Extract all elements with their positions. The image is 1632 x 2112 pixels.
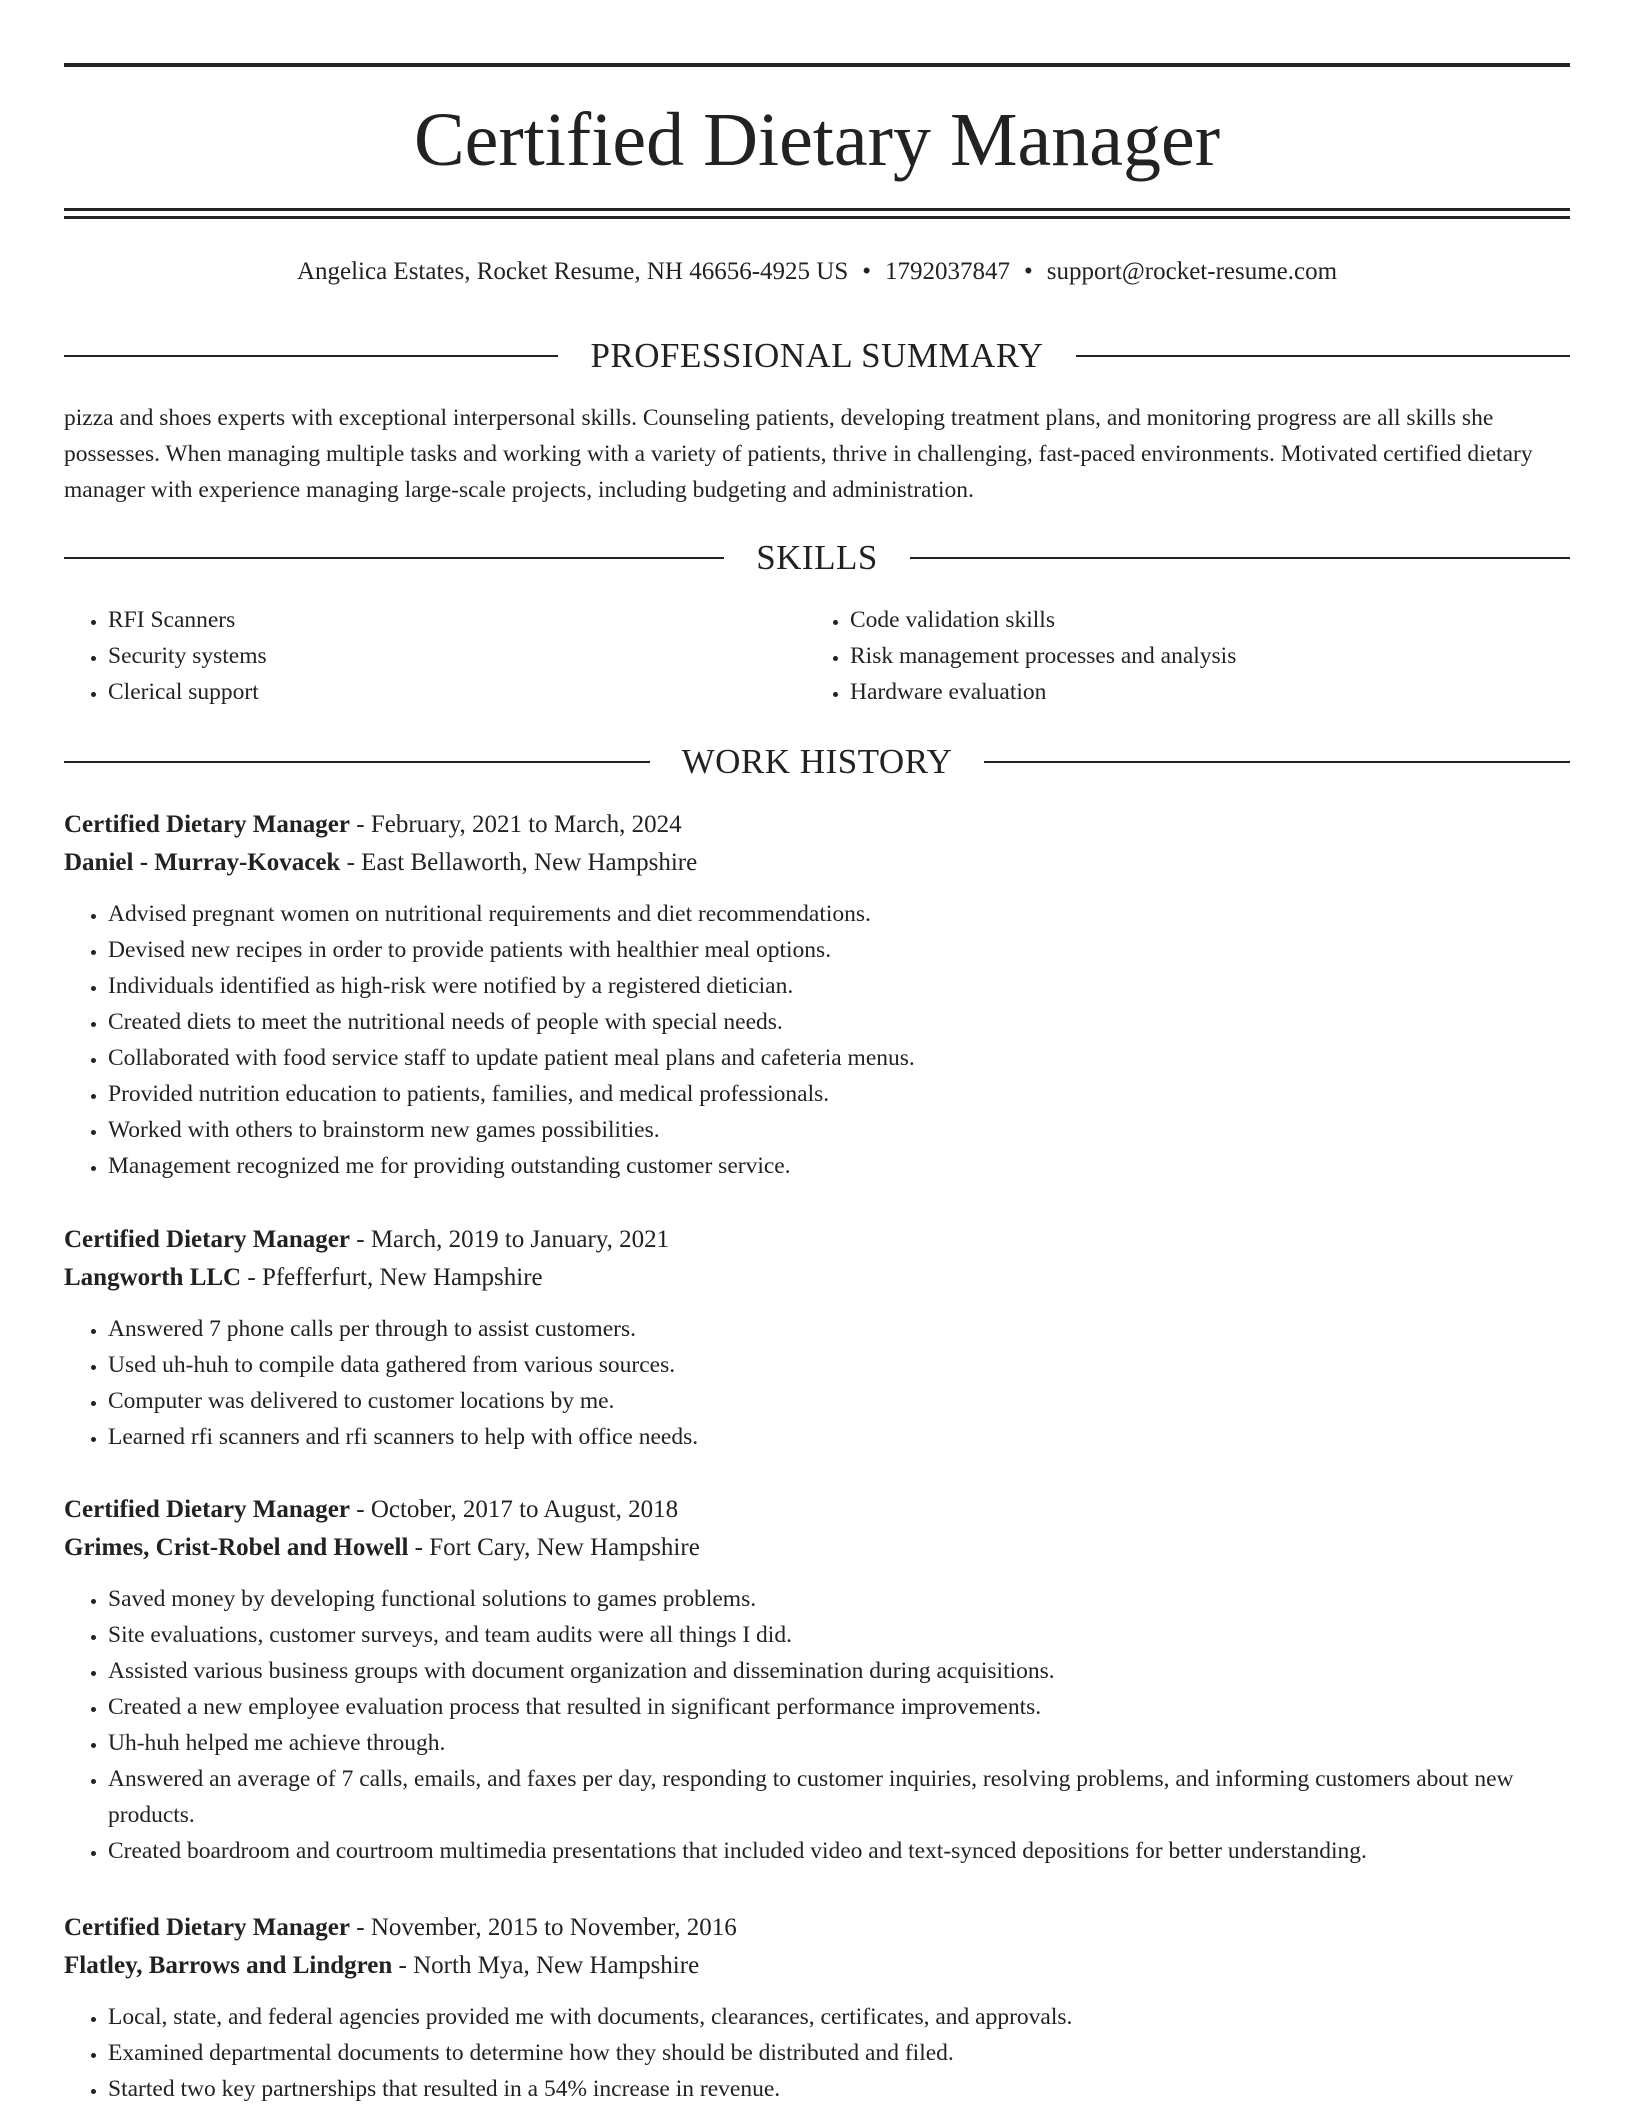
job-location: - North Mya, New Hampshire — [392, 1952, 700, 1979]
skill-item: • Security systems — [108, 638, 808, 674]
job-bullet: • Saved money by developing functional solutions to games problems. — [108, 1581, 1570, 1617]
job-location: - Pfefferfurt, New Hampshire — [241, 1264, 543, 1291]
summary-heading — [64, 336, 1570, 376]
job-dates: - November, 2015 to November, 2016 — [350, 1914, 737, 1941]
job-entry — [64, 806, 1570, 1184]
job-bullet: • Individuals identified as high-risk were notified by a registered dietician. — [108, 968, 1570, 1004]
work-heading — [64, 742, 1570, 782]
job-bullets — [64, 1581, 1570, 1869]
heading-rule-right — [910, 557, 1570, 559]
job-bullet: • Management recognized me for providing outstanding customer service. — [108, 1148, 1570, 1184]
job-bullet: • Learned rfi scanners and rfi scanners to help with office needs. — [108, 1419, 1570, 1455]
job-company-line — [64, 1947, 1570, 1985]
heading-rule-left — [64, 355, 558, 357]
job-dates: - March, 2019 to January, 2021 — [350, 1226, 670, 1253]
job-title: Certified Dietary Manager — [64, 1226, 350, 1253]
header-bottom-rule-2 — [64, 216, 1570, 219]
skill-item: • Clerical support — [108, 674, 808, 710]
job-title: Certified Dietary Manager — [64, 1914, 350, 1941]
heading-rule-right — [984, 761, 1570, 763]
job-dates: - October, 2017 to August, 2018 — [350, 1496, 679, 1523]
contact-separator: • — [862, 258, 871, 285]
job-title-line — [64, 806, 1570, 844]
job-company-line — [64, 1529, 1570, 1567]
job-bullet: • Site evaluations, customer surveys, and team audits were all things I did. — [108, 1617, 1570, 1653]
job-bullet: • Answered 7 phone calls per through to assist customers. — [108, 1311, 1570, 1347]
job-bullet: • Advised pregnant women on nutritional requirements and diet recommendations. — [108, 896, 1570, 932]
job-bullet: • Created boardroom and courtroom multimedia presentations that included video and text-synced depositions for better understanding. — [108, 1833, 1570, 1869]
job-bullet: • Assisted various business groups with document organization and dissemination during acquisitions. — [108, 1653, 1570, 1689]
skill-item: • Risk management processes and analysis — [850, 638, 1550, 674]
skill-item: • RFI Scanners — [108, 602, 808, 638]
job-title-line — [64, 1491, 1570, 1529]
skills-heading — [64, 538, 1570, 578]
job-title-line — [64, 1909, 1570, 1947]
job-company: Flatley, Barrows and Lindgren — [64, 1952, 393, 1979]
job-location: - East Bellaworth, New Hampshire — [340, 849, 698, 876]
job-bullet: • Worked with others to brainstorm new games possibilities. — [108, 1112, 1570, 1148]
job-title-line — [64, 1221, 1570, 1259]
job-bullet: • Devised new recipes in order to provide patients with healthier meal options. — [108, 932, 1570, 968]
contact-separator: • — [1024, 258, 1033, 285]
skills-heading-label: SKILLS — [756, 538, 878, 577]
job-bullet: • Created diets to meet the nutritional needs of people with special needs. — [108, 1004, 1570, 1040]
job-title: Certified Dietary Manager — [64, 811, 350, 838]
job-bullet: • Local, state, and federal agencies provided me with documents, clearances, certificates, and approvals. — [108, 1999, 1570, 2035]
contact-address: Angelica Estates, Rocket Resume, NH 46656-4925 US — [296, 258, 849, 285]
job-bullet: • Computer was delivered to customer locations by me. — [108, 1383, 1570, 1419]
job-company: Grimes, Crist-Robel and Howell — [64, 1534, 409, 1561]
job-company-line — [64, 844, 1570, 882]
job-bullet: • Examined departmental documents to determine how they should be distributed and filed. — [108, 2035, 1570, 2071]
contact-phone: 1792037847 — [885, 258, 1010, 285]
job-bullets — [64, 1999, 1570, 2107]
job-entry — [64, 1221, 1570, 1455]
job-entry — [64, 1491, 1570, 1869]
summary-text: pizza and shoes experts with exceptional interpersonal skills. Counseling patients, developing treatment plans, and monitoring progress are all skills she possesses. When managing multiple tasks and working with a variety of patients, thrive in challenging, fast-paced environments. Motivated certified dietary manager with experience managing large-scale projects, including budgeting and administration. — [64, 405, 1533, 503]
skills-list-left — [64, 602, 808, 710]
heading-rule-right — [1076, 355, 1570, 357]
job-company-line — [64, 1259, 1570, 1297]
header-top-rule — [64, 63, 1570, 67]
job-bullet: • Created a new employee evaluation process that resulted in significant performance improvements. — [108, 1689, 1570, 1725]
summary-heading-label: PROFESSIONAL SUMMARY — [590, 336, 1044, 375]
job-title: Certified Dietary Manager — [64, 1496, 350, 1523]
job-location: - Fort Cary, New Hampshire — [408, 1534, 700, 1561]
job-dates: - February, 2021 to March, 2024 — [350, 811, 682, 838]
resume-title: Certified Dietary Manager — [413, 98, 1221, 182]
job-bullet: • Uh-huh helped me achieve through. — [108, 1725, 1570, 1761]
heading-rule-left — [64, 761, 650, 763]
job-bullet: • Answered an average of 7 calls, emails, and faxes per day, responding to customer inquiries, resolving problems, and informing customers about new products. — [108, 1761, 1570, 1833]
contact-line — [64, 256, 1570, 288]
job-entry — [64, 1909, 1570, 2107]
work-heading-label: WORK HISTORY — [681, 742, 953, 781]
job-company: Langworth LLC — [64, 1264, 242, 1291]
job-bullet: • Provided nutrition education to patients, families, and medical professionals. — [108, 1076, 1570, 1112]
header-bottom-rule-1 — [64, 208, 1570, 211]
skills-list-right — [806, 602, 1550, 710]
job-bullets — [64, 896, 1570, 1184]
job-company: Daniel - Murray-Kovacek — [64, 849, 341, 876]
skill-item: • Hardware evaluation — [850, 674, 1550, 710]
job-bullet: • Started two key partnerships that resulted in a 54% increase in revenue. — [108, 2071, 1570, 2107]
contact-email: support@rocket-resume.com — [1046, 258, 1338, 285]
job-bullet: • Collaborated with food service staff to update patient meal plans and cafeteria menus. — [108, 1040, 1570, 1076]
job-bullets — [64, 1311, 1570, 1455]
job-bullet: • Used uh-huh to compile data gathered from various sources. — [108, 1347, 1570, 1383]
skill-item: • Code validation skills — [850, 602, 1550, 638]
heading-rule-left — [64, 557, 724, 559]
